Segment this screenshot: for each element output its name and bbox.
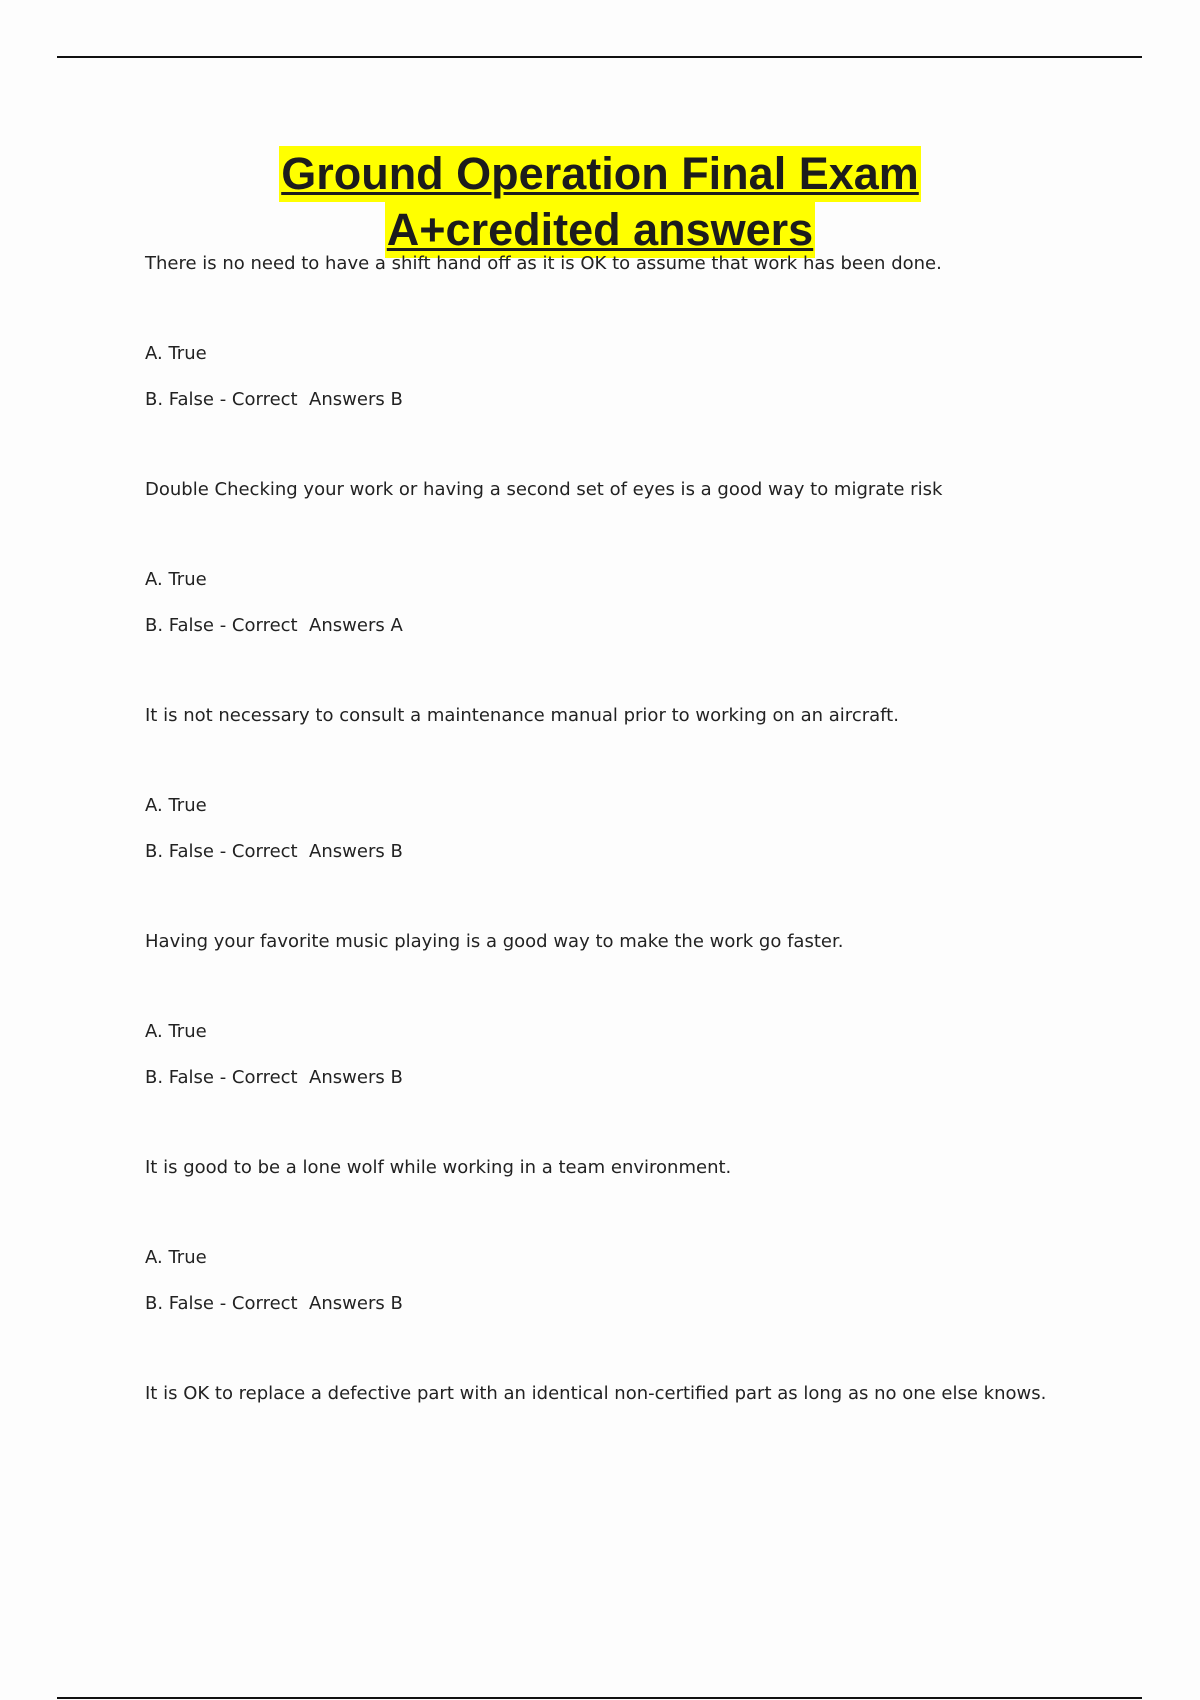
answer-option: B. False - Correct Answers B xyxy=(145,1067,403,1088)
answer-option: B. False - Correct Answers B xyxy=(145,841,403,862)
answer-option: A. True xyxy=(145,795,207,816)
question-block xyxy=(145,930,1145,1156)
question-block xyxy=(145,1156,1145,1382)
question-text: Double Checking your work or having a second set of eyes is a good way to migrate risk xyxy=(145,479,943,500)
header-rule xyxy=(57,56,1142,58)
question-block xyxy=(145,1382,1145,1406)
question-text: It is not necessary to consult a maintenance manual prior to working on an aircraft. xyxy=(145,705,899,726)
answer-option: B. False - Correct Answers B xyxy=(145,1293,403,1314)
question-list xyxy=(145,252,1145,1406)
question-text: Having your favorite music playing is a good way to make the work go faster. xyxy=(145,931,844,952)
question-block xyxy=(145,252,1145,478)
answer-option: A. True xyxy=(145,1247,207,1268)
answer-option: B. False - Correct Answers B xyxy=(145,389,403,410)
document-title xyxy=(0,146,1200,258)
answer-option: A. True xyxy=(145,1021,207,1042)
question-block xyxy=(145,704,1145,930)
footer-rule xyxy=(57,1697,1142,1699)
answer-option: A. True xyxy=(145,343,207,364)
question-text: It is good to be a lone wolf while working in a team environment. xyxy=(145,1157,732,1178)
question-text: It is OK to replace a defective part with an identical non-certified part as long as no one else knows. xyxy=(145,1383,1047,1404)
answer-option: B. False - Correct Answers A xyxy=(145,615,403,636)
question-text: There is no need to have a shift hand off as it is OK to assume that work has been done. xyxy=(145,253,942,274)
title-line-1: Ground Operation Final Exam xyxy=(279,146,921,202)
title-line-2: A+credited answers xyxy=(385,202,815,258)
question-block xyxy=(145,478,1145,704)
answer-option: A. True xyxy=(145,569,207,590)
